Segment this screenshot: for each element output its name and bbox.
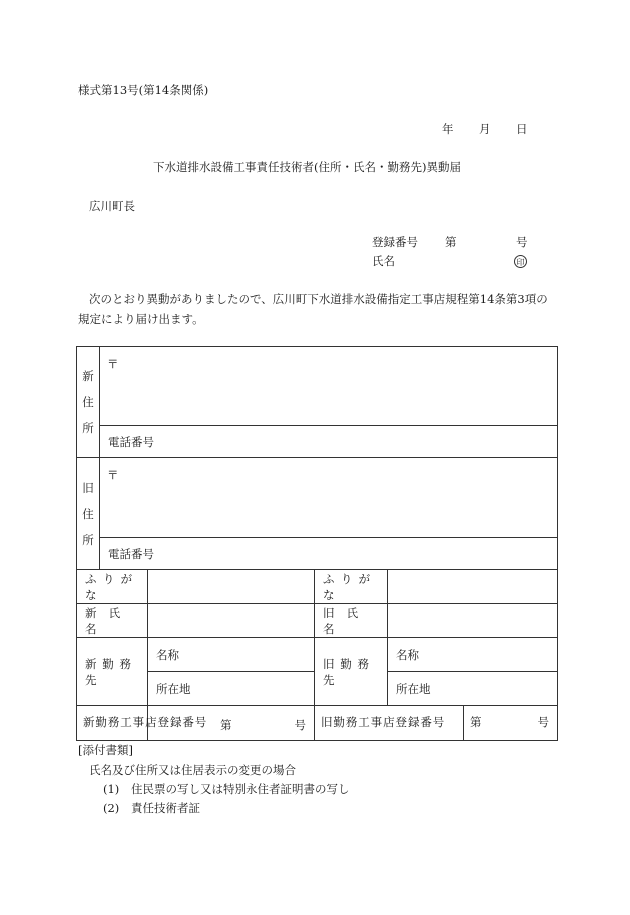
old-workplace-location-field[interactable]	[388, 672, 558, 706]
document-title: 下水道排水設備工事責任技術者(住所・氏名・勤務先)異動届	[153, 160, 461, 174]
body-text-line2: 規定により届け出ます。	[78, 312, 204, 326]
body-text-line1: 次のとおり異動がありましたので、広川町下水道排水設備指定工事店規程第14条第3項の	[89, 292, 548, 306]
new-address-field[interactable]	[100, 347, 558, 426]
seal-mark-text: 印	[514, 255, 527, 268]
new-workplace-label: 新勤務先	[77, 638, 148, 706]
date-year-label: 年	[442, 122, 454, 136]
old-phone-label: 電話番号	[108, 546, 154, 561]
attachments-condition: 氏名及び住所又は住居表示の変更の場合	[89, 763, 296, 777]
attachment-item-1-text: 住民票の写し又は特別永住者証明書の写し	[131, 782, 350, 796]
new-reg-field[interactable]	[148, 706, 315, 741]
new-workplace-name-field[interactable]	[148, 638, 315, 672]
new-phone-field[interactable]	[100, 426, 558, 458]
attachment-item-2-num: (2)	[103, 801, 120, 815]
applicant-reg-suffix: 号	[516, 235, 528, 249]
new-reg-suffix: 号	[294, 718, 306, 732]
attachment-item-1-num: (1)	[103, 782, 120, 796]
applicant-reg-prefix: 第	[445, 235, 457, 249]
old-name-field[interactable]	[388, 604, 558, 638]
new-name-label: 新氏名	[77, 604, 148, 638]
applicant-name-label: 氏名	[372, 254, 395, 268]
new-furigana-label: ふりがな	[77, 570, 148, 604]
new-reg-label: 新勤務工事店登録番号	[83, 715, 208, 729]
old-reg-suffix: 号	[537, 715, 549, 729]
old-phone-field[interactable]	[100, 538, 558, 570]
old-reg-divider	[463, 706, 464, 740]
date-day-label: 日	[516, 122, 528, 136]
old-name-label: 旧氏名	[315, 604, 388, 638]
addressee: 広川町長	[89, 199, 135, 213]
old-reg-prefix: 第	[470, 715, 482, 729]
new-workplace-location-field[interactable]	[148, 672, 315, 706]
old-furigana-field[interactable]	[388, 570, 558, 604]
new-address-label: 新 住 所	[77, 347, 100, 458]
new-workplace-name-label: 名称	[156, 647, 179, 662]
old-furigana-label: ふりがな	[315, 570, 388, 604]
old-address-field[interactable]	[100, 458, 558, 538]
attachments-heading: [添付書類]	[78, 743, 133, 757]
form-table	[76, 346, 558, 741]
new-phone-label: 電話番号	[108, 434, 154, 449]
applicant-reg-label: 登録番号	[372, 235, 418, 249]
new-workplace-location-label: 所在地	[156, 681, 191, 696]
date-month-label: 月	[479, 122, 491, 136]
form-number: 様式第13号(第14条関係)	[78, 83, 209, 97]
new-reg-prefix: 第	[220, 718, 232, 732]
new-furigana-field[interactable]	[148, 570, 315, 604]
old-workplace-label: 旧勤務先	[315, 638, 388, 706]
seal-mark	[514, 255, 527, 268]
new-postal-mark: 〒	[107, 357, 119, 371]
old-reg-label: 旧勤務工事店登録番号	[321, 715, 446, 729]
old-workplace-name-field[interactable]	[388, 638, 558, 672]
old-workplace-name-label: 名称	[396, 647, 419, 662]
old-postal-mark: 〒	[107, 468, 119, 482]
new-name-field[interactable]	[148, 604, 315, 638]
new-reg-label-cell	[77, 706, 208, 741]
old-address-label: 旧 住 所	[77, 458, 100, 570]
old-reg-cell[interactable]	[315, 706, 558, 741]
attachment-item-2-text: 責任技術者証	[131, 801, 200, 815]
old-workplace-location-label: 所在地	[396, 681, 431, 696]
